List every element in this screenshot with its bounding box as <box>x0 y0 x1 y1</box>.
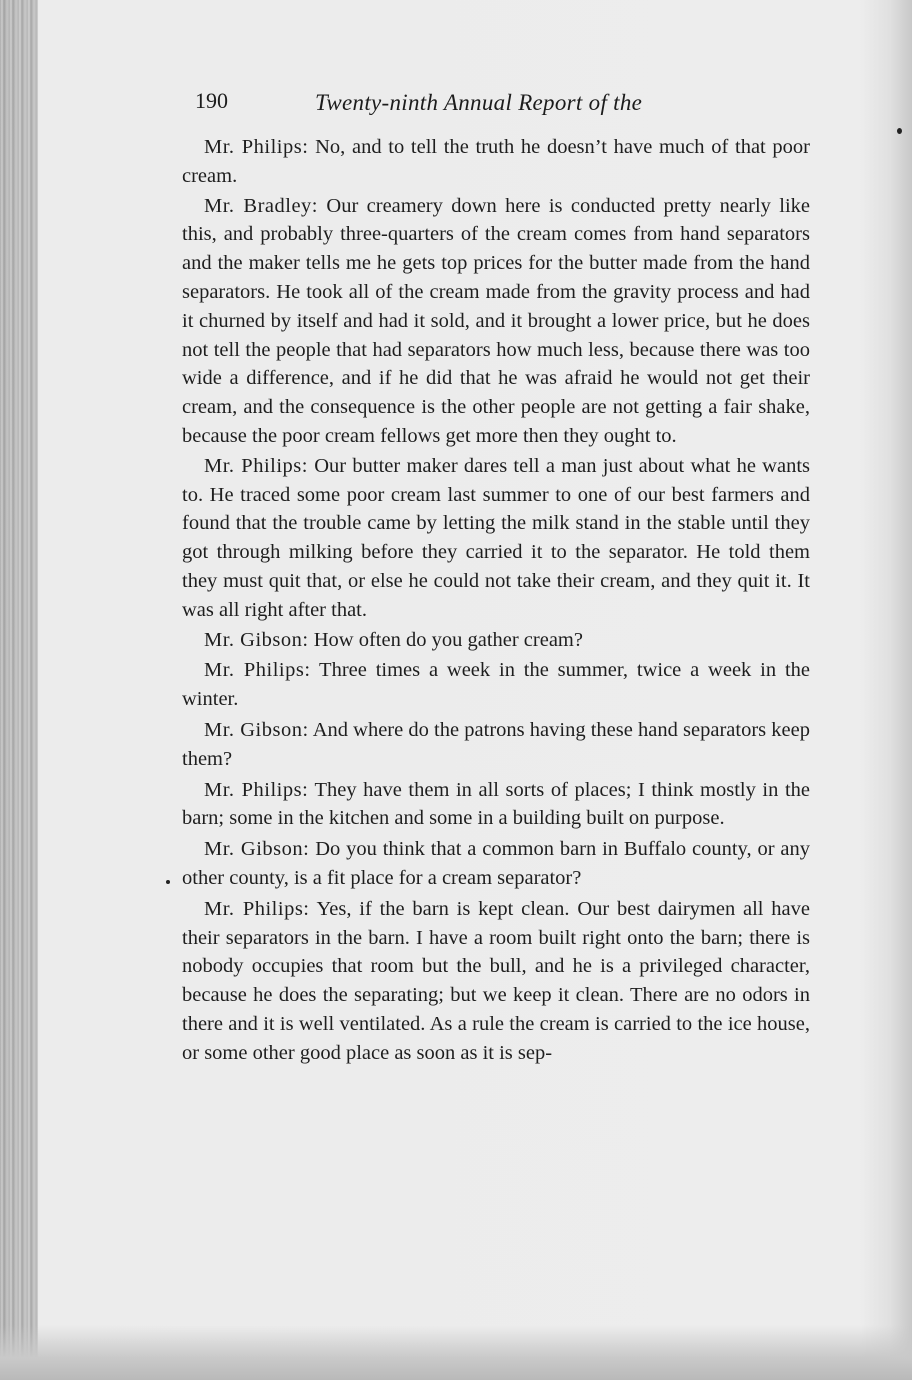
paragraph <box>182 656 810 714</box>
body-text <box>182 133 810 1068</box>
speech: Do you think that a common barn in Buffalo county, or any other county, is a fit place for a cream separator? <box>182 838 810 889</box>
speaker: Mr. Gibson: <box>204 628 309 651</box>
page-bottom-shadow <box>0 1325 912 1380</box>
paragraph <box>182 895 810 1068</box>
ink-speck <box>897 128 902 134</box>
speaker: Mr. Gibson: <box>204 718 309 741</box>
speech: How often do you gather cream? <box>313 628 583 651</box>
paragraph <box>182 776 810 834</box>
paragraph <box>182 716 810 774</box>
margin-bullet-mark <box>166 880 170 884</box>
paragraph <box>182 626 810 655</box>
speaker: Mr. Philips: <box>204 659 311 682</box>
speech: Three times a week in the summer, twice a week in the winter. <box>182 659 810 711</box>
paragraph <box>182 133 810 191</box>
paragraph <box>182 835 810 893</box>
speaker: Mr. Philips: <box>204 136 309 158</box>
speaker: Mr. Philips: <box>204 778 309 801</box>
paragraph <box>182 192 810 451</box>
page-number: 190 <box>195 88 228 113</box>
speech: And where do the patrons having these hand separators keep them? <box>182 718 810 770</box>
speaker: Mr. Philips: <box>204 454 308 477</box>
running-head: Twenty-ninth Annual Report of the <box>315 90 643 115</box>
speech: Yes, if the barn is kept clean. Our best dairymen all have their separators in the barn. I have a room built right onto the barn; there is nobody occupies that room but the bull, and he is a privileged character, because he does the separating; but we keep it clean. There are no odors in there and it is well ventilated. As a rule the cream is carried to the ice house, or some other good place as soon as it is sep- <box>182 897 810 1064</box>
book-binding-edge <box>0 0 38 1380</box>
speech: Our creamery down here is conducted pretty nearly like this, and probably three-quarters of the cream comes from hand separators and the maker tells me he gets top prices for the butter made from the hand separators. He took all of the cream made from the gravity process and had it churned by itself and had it sold, and it brought a lower price, but he does not tell the people that had separators how much less, because there was too wide a difference, and if he did that he was afraid he would not get their cream, and the consequence is the other people are not getting a fair shake, because the poor cream fellows get more then they ought to. <box>182 194 810 447</box>
speaker: Mr. Philips: <box>204 897 310 920</box>
paragraph <box>182 452 810 625</box>
speaker: Mr. Bradley: <box>204 194 319 217</box>
speech: They have them in all sorts of places; I think mostly in the barn; some in the kitchen and some in a building built on purpose. <box>182 778 810 830</box>
speaker: Mr. Gibson: <box>204 838 310 861</box>
page-header <box>195 88 715 124</box>
speech: No, and to tell the truth he doesn’t have much of that poor cream. <box>182 136 811 187</box>
speech: Our butter maker dares tell a man just about what he wants to. He traced some poor cream last summer to one of our best farmers and found that the trouble came by letting the milk stand in the stable until they got through milking before they carried it to the separator. He told them they must quit that, or else he could not take their cream, and they quit it. It was all right after that. <box>182 454 811 621</box>
